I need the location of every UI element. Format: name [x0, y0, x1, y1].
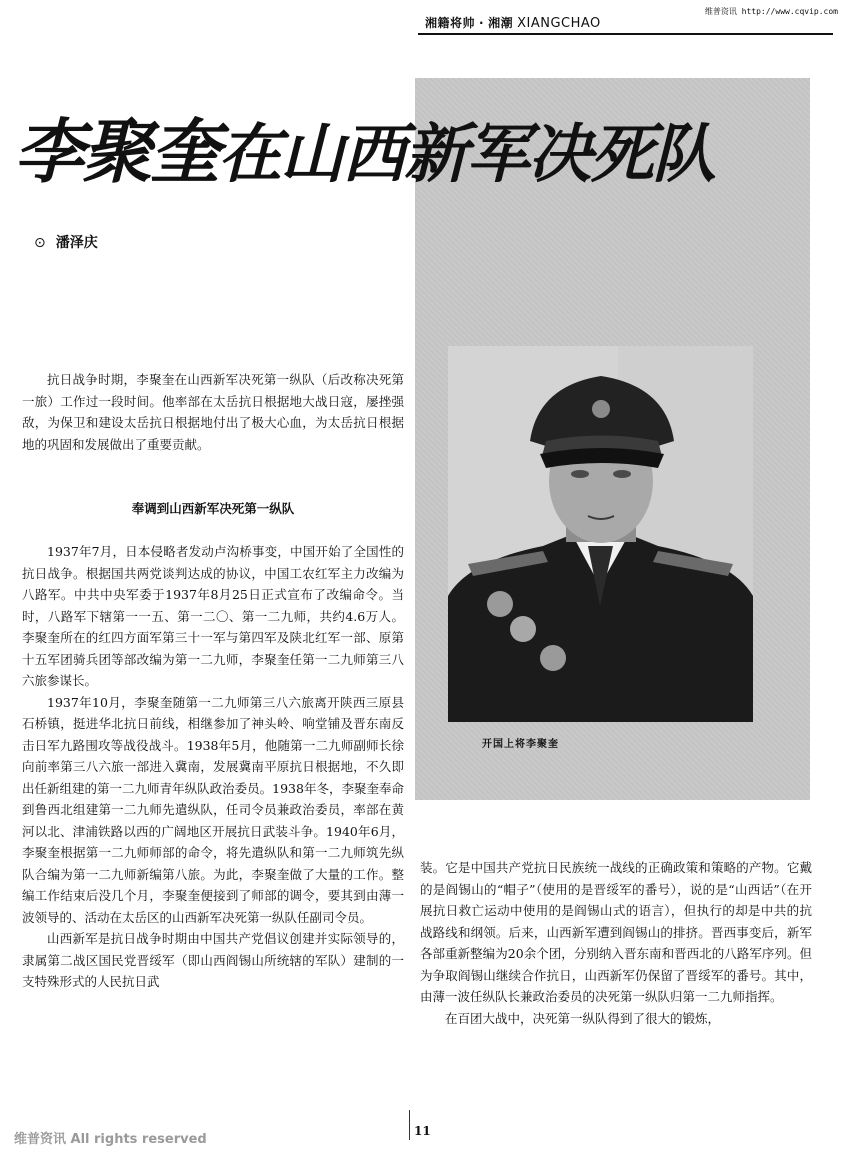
page-number: 11 [414, 1124, 431, 1138]
portrait-drawing [448, 346, 753, 722]
author-line [34, 232, 98, 252]
body-paragraph: 山西新军是抗日战争时期由中国共产党倡议创建并实际领导的，隶属第二战区国民党晋绥军（即山西阎锡山所统辖的军队）建制的一支特殊形式的人民抗日武 [22, 931, 404, 989]
body-paragraph: 装。它是中国共产党抗日民族统一战线的正确政策和策略的产物。它戴的是阎锡山的“帽子”（使用的是晋绥军的番号），说的是“山西话”（在开展抗日救亡运动中使用的是阎锡山式的语言），但执行的却是中共的抗战路线和纲领。后来，山西新军遭到阎锡山的排挤。晋西事变后，新军各部重新整编为20余个团，分别纳入晋东南和晋西北的八路军序列。但为争取阎锡山继续合作抗日，山西新军仍保留了晋绥军的番号。其中，由薄一波任纵队长兼政治委员的决死第一纵队归第一二九师指挥。 [420, 860, 812, 1004]
body-paragraph: 在百团大战中，决死第一纵队得到了很大的锻炼， [445, 1010, 721, 1026]
intro-paragraph: 抗日战争时期，李聚奎在山西新军决死第一纵队（后改称决死第一旅）工作过一段时间。他率部在太岳抗日根据地大战日寇，屡挫强敌，为保卫和建设太岳抗日根据地付出了极大心血，为太岳抗日根据地的巩固和发展做出了重要贡献。 [22, 372, 404, 452]
header-section-cn: 湘籍将帅 [425, 16, 476, 30]
footer-watermark: 维普资讯 All rights reserved [14, 1132, 207, 1147]
article-title [14, 96, 834, 197]
column-divider [409, 1110, 410, 1140]
body-paragraph: 1937年7月，日本侵略者发动卢沟桥事变，中国开始了全国性的抗日战争。根据国共两党谈判达成的协议，中国工农红军主力改编为八路军。中共中央军委于1937年8月25日正式宣布了改编命令。当时，八路军下辖第一一五、第一二〇、第一二九师，共约4.6万人。李聚奎所在的红四方面军第三十一军与第四军及陕北红军一部、原第十五军团骑兵团等部改编为第一二九师，李聚奎任第一二九师第三八六旅参谋长。 [22, 544, 404, 688]
photo-caption: 开国上将李聚奎 [482, 739, 559, 750]
portrait-photo [448, 346, 753, 722]
right-column-body [420, 857, 812, 1029]
header-separator: · [479, 16, 485, 30]
section-heading: 奉调到山西新军决死第一纵队 [131, 501, 295, 516]
intro-block [22, 369, 404, 455]
title-rest: 在山西新军决死队 [218, 118, 714, 192]
left-column-body [22, 541, 404, 993]
author-name: 潘泽庆 [55, 235, 98, 251]
header-source: 维普资讯 http://www.cqvip.com [704, 7, 838, 16]
header-section-en: XIANGCHAO [517, 16, 601, 31]
header-rule [418, 33, 833, 35]
body-paragraph: 1937年10月，李聚奎随第一二九师第三八六旅离开陕西三原县石桥镇，挺进华北抗日前线，相继参加了神头岭、响堂铺及晋东南反击日军九路围攻等战役战斗。1938年5月，他随第一二九师副师长徐向前率第三八六旅一部进入冀南，发展冀南平原抗日根据地，不久即出任新组建的第一二九师青年纵队政治委员。1938年冬，李聚奎奉命到鲁西北组建第一二九师先遣纵队，任司令员兼政治委员，率部在黄河以北、津浦铁路以西的广阔地区开展抗日武装斗争。1940年6月，李聚奎根据第一二九师师部的命令，将先遣纵队和第一二九师筑先纵队合编为第一二九师新编第八旅。为此，李聚奎做了大量的工作。整编工作结束后没几个月，李聚奎便接到了师部的调令，要其到由薄一波领导的、活动在太岳区的山西新军决死第一纵队任副司令员。 [22, 694, 404, 925]
title-name: 李聚奎 [14, 111, 218, 193]
running-header [425, 14, 601, 31]
author-mark: ⊙ [34, 235, 46, 251]
header-section-script: 湘潮 [488, 16, 514, 30]
